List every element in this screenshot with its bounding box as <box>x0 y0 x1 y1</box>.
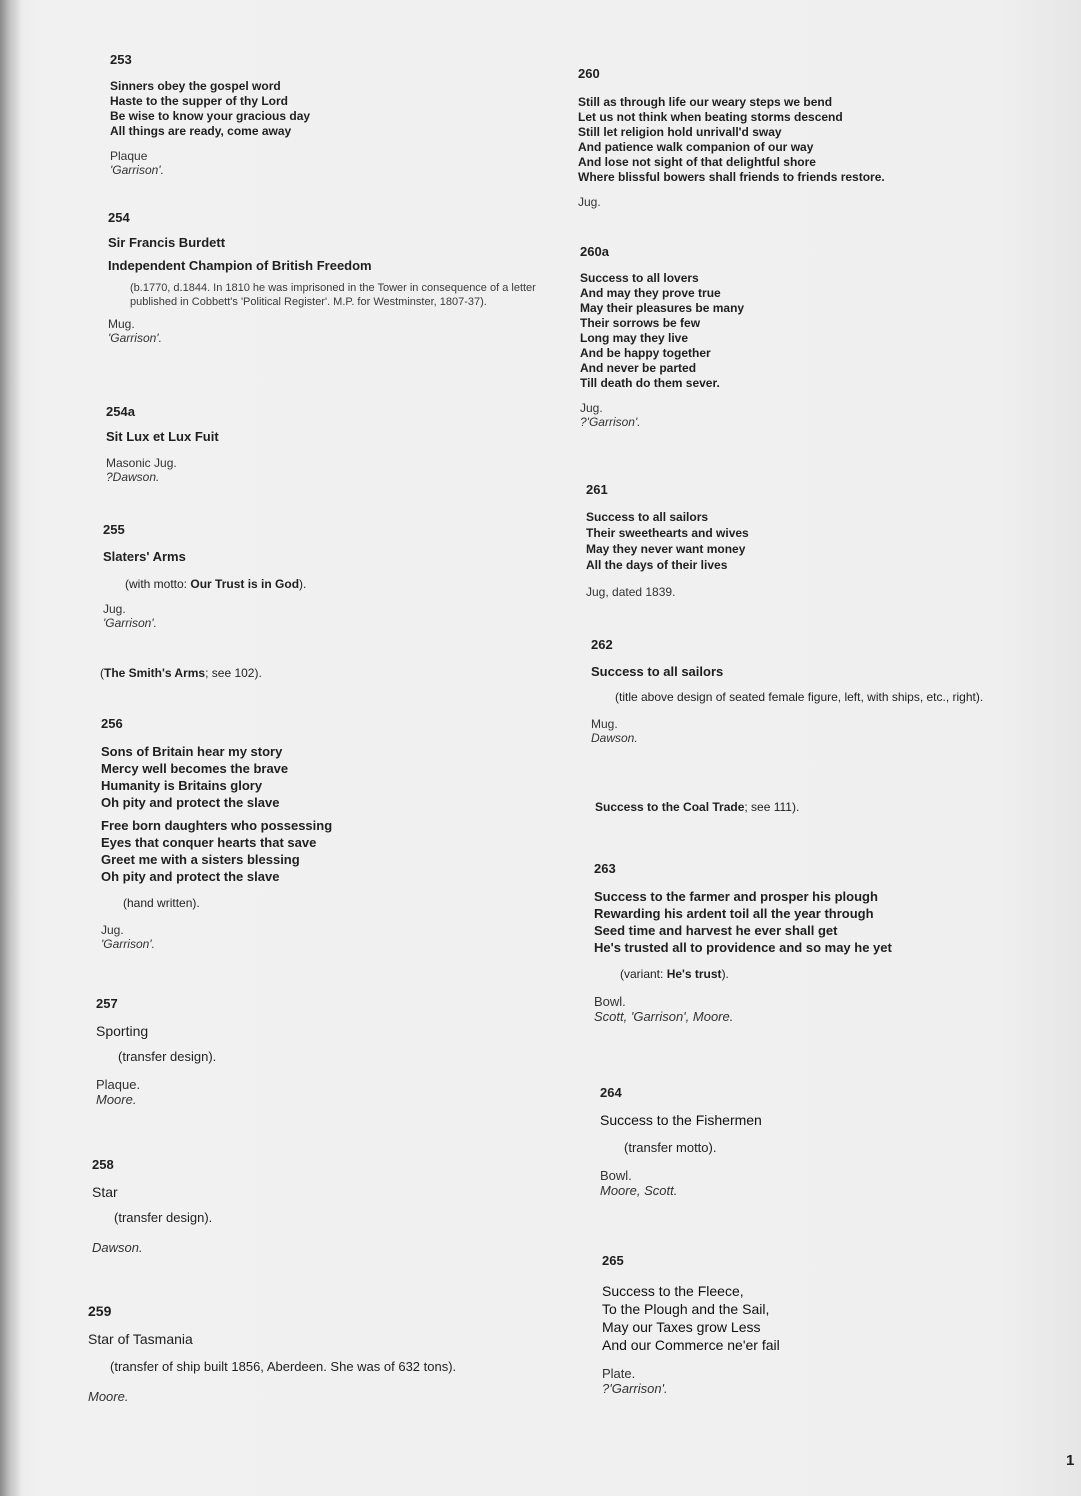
entry-number: 256 <box>101 716 123 731</box>
entry-number: 253 <box>110 52 132 67</box>
book-spine-shadow <box>0 0 22 1496</box>
verse-line: Seed time and harvest he ever shall get <box>594 923 838 938</box>
verse-line: All things are ready, come away <box>110 124 292 138</box>
entry-number: 254 <box>108 210 130 225</box>
entry-254a <box>106 404 586 484</box>
verse-line: And may they prove true <box>580 286 721 300</box>
entry-260 <box>578 66 1058 209</box>
verse-line: And be happy together <box>580 346 711 360</box>
variant-text: He's trust <box>666 967 722 981</box>
object-type: Bowl. <box>600 1168 632 1183</box>
verse-line: Their sweethearts and wives <box>586 526 749 540</box>
verse-line: Free born daughters who possessing <box>101 818 333 833</box>
entry-number: 263 <box>594 861 616 876</box>
cross-ref-text: ; see 111). <box>744 800 800 814</box>
maker: Moore. <box>88 1389 129 1404</box>
verse-line: Where blissful bowers shall friends to friends restore. <box>578 170 885 184</box>
entry-note: (transfer of ship built 1856, Aberdeen. She was of 632 tons). <box>110 1359 457 1374</box>
maker: 'Garrison'. <box>103 616 157 630</box>
maker: 'Garrison'. <box>110 163 164 177</box>
object-type: Jug. <box>103 602 126 616</box>
entry-note: (transfer design). <box>114 1210 213 1225</box>
verse-line: May they never want money <box>586 542 746 556</box>
entry-note: (title above design of seated female figure, left, with ships, etc., right). <box>615 690 984 704</box>
entry-title: Success to the Fishermen <box>600 1112 762 1128</box>
verse-line: And lose not sight of that delightful shore <box>578 155 816 169</box>
object-type: Mug. <box>108 317 135 331</box>
verse-line: May their pleasures be many <box>580 301 745 315</box>
entry-265 <box>602 1253 1081 1396</box>
entry-note: (b.1770, d.1844. In 1810 he was imprisoned in the Tower in consequence of a letter published in Cobbett's 'Political Register'. M.P. for Westminster, 1807-37). <box>130 282 536 308</box>
entry-number: 265 <box>602 1253 624 1268</box>
verse <box>578 95 1058 185</box>
maker: 'Garrison'. <box>108 331 162 345</box>
verse-line: Humanity is Britains glory <box>101 778 263 793</box>
verse-line: Mercy well becomes the brave <box>101 761 289 776</box>
verse-line: Haste to the supper of thy Lord <box>110 94 289 108</box>
maker: Dawson. <box>591 731 638 745</box>
entry-253 <box>110 52 590 177</box>
entry-number: 258 <box>92 1157 114 1172</box>
object-type: Masonic Jug. <box>106 456 177 470</box>
verse-line: Sons of Britain hear my story <box>101 744 283 759</box>
cross-ref-title: Success to the Coal Trade <box>595 800 745 814</box>
note-text: ). <box>721 967 729 981</box>
maker: Moore, Scott. <box>600 1183 678 1198</box>
maker: Moore. <box>96 1092 137 1107</box>
maker: ?'Garrison'. <box>580 415 641 429</box>
maker: ?'Garrison'. <box>602 1381 668 1396</box>
verse <box>594 888 1074 956</box>
verse-line: Still let religion hold unrivall'd sway <box>578 125 782 139</box>
verse <box>580 271 1060 391</box>
cross-ref-text: ; see 102). <box>205 666 262 680</box>
cross-reference <box>100 666 580 680</box>
verse-line: And our Commerce ne'er fail <box>602 1337 780 1353</box>
maker: Dawson. <box>92 1240 143 1255</box>
verse-line: Success to the farmer and prosper his plough <box>594 889 878 904</box>
verse-line: He's trusted all to providence and so may he yet <box>594 940 892 955</box>
maker: ?Dawson. <box>106 470 160 484</box>
entry-number: 260a <box>580 244 609 259</box>
entry-note: (transfer design). <box>118 1049 217 1064</box>
verse <box>586 509 1066 573</box>
entry-255 <box>103 522 583 630</box>
entry-title: Sir Francis Burdett <box>108 235 226 250</box>
object-type: Jug, dated 1839. <box>586 585 676 599</box>
cross-ref-title: The Smith's Arms <box>104 666 206 680</box>
entry-number: 254a <box>106 404 135 419</box>
verse-line: Success to the Fleece, <box>602 1283 744 1299</box>
verse-line: Greet me with a sisters blessing <box>101 852 300 867</box>
entry-number: 257 <box>96 996 118 1011</box>
verse-line: All the days of their lives <box>586 558 728 572</box>
note-text: (variant: <box>620 967 667 981</box>
entry-258 <box>92 1157 572 1255</box>
entry-title: Star of Tasmania <box>88 1331 193 1347</box>
verse-line: Sinners obey the gospel word <box>110 79 281 93</box>
page-number: 1 <box>1066 1452 1075 1469</box>
entry-254 <box>108 210 563 345</box>
entry-note: (transfer motto). <box>624 1140 717 1155</box>
verse-line: Eyes that conquer hearts that save <box>101 835 317 850</box>
object-type: Jug. <box>580 401 603 415</box>
entry-number: 264 <box>600 1085 622 1100</box>
object-type: Bowl. <box>594 994 626 1009</box>
entry-title: Star <box>92 1184 118 1200</box>
cross-ref-text: ( <box>100 666 104 680</box>
verse <box>110 79 590 139</box>
entry-260a <box>580 244 1060 429</box>
verse-line: Be wise to know your gracious day <box>110 109 311 123</box>
verse-line: Let us not think when beating storms descend <box>578 110 843 124</box>
verse <box>101 817 581 885</box>
verse-line: May our Taxes grow Less <box>602 1319 761 1335</box>
verse <box>101 743 581 811</box>
verse-line: Rewarding his ardent toil all the year through <box>594 906 874 921</box>
entry-subtitle: Independent Champion of British Freedom <box>108 258 372 273</box>
entry-256 <box>101 716 581 951</box>
verse-line: And never be parted <box>580 361 697 375</box>
cross-reference <box>595 800 1075 814</box>
verse-line: Till death do them sever. <box>580 376 720 390</box>
verse-line: To the Plough and the Sail, <box>602 1301 770 1317</box>
verse-line: Oh pity and protect the slave <box>101 869 280 884</box>
entry-number: 260 <box>578 66 600 81</box>
verse-line: Success to all lovers <box>580 271 699 285</box>
object-type: Mug. <box>591 717 618 731</box>
entry-261 <box>586 482 1066 599</box>
maker: 'Garrison'. <box>101 937 155 951</box>
verse <box>602 1282 1081 1354</box>
verse-line: Success to all sailors <box>586 510 709 524</box>
object-type: Plaque. <box>96 1077 141 1092</box>
entry-note <box>103 576 583 592</box>
note-text: ). <box>299 577 307 591</box>
object-type: Jug. <box>578 195 601 209</box>
note-text: (with motto: <box>125 577 191 591</box>
entry-264 <box>600 1085 1080 1198</box>
verse-line: Oh pity and protect the slave <box>101 795 280 810</box>
verse-line: Long may they live <box>580 331 689 345</box>
object-type: Plaque <box>110 149 148 163</box>
entry-number: 259 <box>88 1303 112 1319</box>
entry-note <box>594 966 1074 982</box>
maker: Scott, 'Garrison', Moore. <box>594 1009 734 1024</box>
verse-line: Still as through life our weary steps we bend <box>578 95 833 109</box>
object-type: Jug. <box>101 923 124 937</box>
entry-title: Success to all sailors <box>591 664 724 679</box>
verse-line: Their sorrows be few <box>580 316 701 330</box>
entry-262 <box>591 637 991 745</box>
entry-title: Sporting <box>96 1023 149 1039</box>
entry-number: 255 <box>103 522 125 537</box>
motto: Our Trust is in God <box>190 577 300 591</box>
entry-257 <box>96 996 576 1107</box>
entry-title: Slaters' Arms <box>103 549 186 564</box>
entry-title: Sit Lux et Lux Fuit <box>106 429 219 444</box>
entry-note: (hand written). <box>123 896 200 910</box>
entry-number: 261 <box>586 482 608 497</box>
entry-263 <box>594 861 1074 1024</box>
verse-line: And patience walk companion of our way <box>578 140 814 154</box>
object-type: Plate. <box>602 1366 636 1381</box>
entry-259 <box>88 1303 578 1404</box>
entry-number: 262 <box>591 637 613 652</box>
